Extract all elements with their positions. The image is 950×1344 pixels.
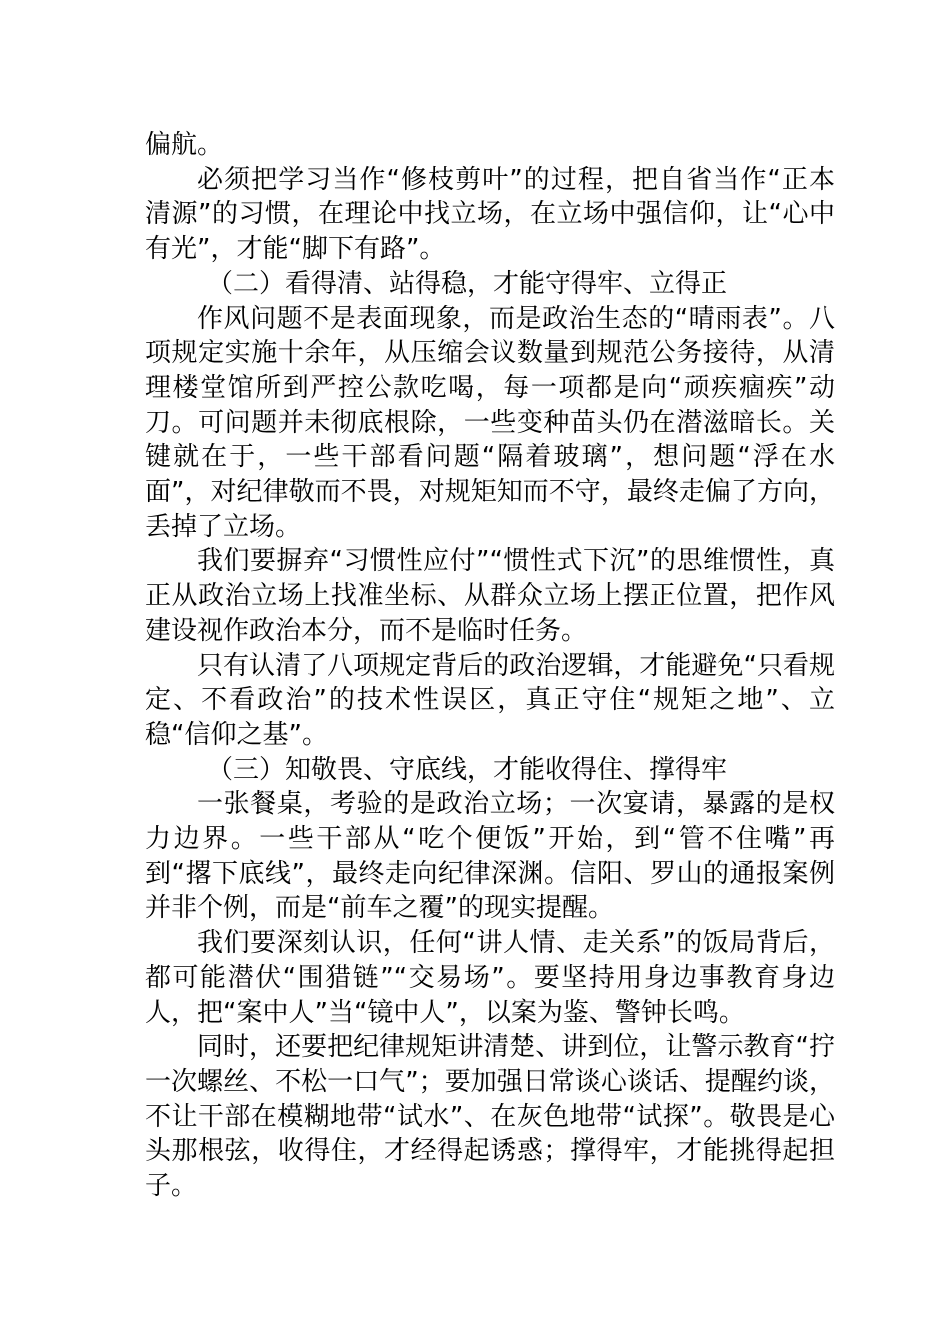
paragraph: 我们要深刻认识，任何“讲人情、走关系”的饭局背后，都可能潜伏“围猎链”“交易场”。要坚持用身边事教育身边人，把“案中人”当“镜中人”，以案为鉴、警钟长鸣。 <box>145 928 835 1028</box>
paragraph: 同时，还要把纪律规矩讲清楚、讲到位，让警示教育“拧一次螺丝、不松一口气”；要加强日常谈心谈话、提醒约谈，不让干部在模糊地带“试水”、在灰色地带“试探”。敬畏是心头那根弦，收得住，才经得起诱惑；撑得牢，才能挑得起担子。 <box>145 1032 835 1202</box>
paragraph: 我们要摒弃“习惯性应付”“惯性式下沉”的思维惯性，真正从政治立场上找准坐标、从群众立场上摆正位置，把作风建设视作政治本分，而不是临时任务。 <box>145 546 835 646</box>
paragraph-continued: 偏航。 <box>145 130 224 160</box>
paragraph: 必须把学习当作“修枝剪叶”的过程，把自省当作“正本清源”的习惯，在理论中找立场，在立场中强信仰，让“心中有光”，才能“脚下有路”。 <box>145 164 835 265</box>
paragraph: 只有认清了八项规定背后的政治逻辑，才能避免“只看规定、不看政治”的技术性误区，真正守住“规矩之地”、立稳“信仰之基”。 <box>145 650 835 750</box>
paragraph: 一张餐桌，考验的是政治立场；一次宴请，暴露的是权力边界。一些干部从“吃个便饭”开始，到“管不住嘴”再到“撂下底线”，最终走向纪律深渊。信阳、罗山的通报案例并非个例，而是“前车之覆”的现实提醒。 <box>145 789 835 924</box>
paragraph: 作风问题不是表面现象，而是政治生态的“晴雨表”。八项规定实施十余年，从压缩会议数量到规范公务接待，从清理楼堂馆所到严控公款吃喝，每一项都是向“顽疾痼疾”动刀。可问题并未彻底根除，一些变种苗头仍在潜滋暗长。关键就在于，一些干部看问题“隔着玻璃”，想问题“浮在水面”，对纪律敬而不畏，对规矩知而不守，最终走偏了方向，丢掉了立场。 <box>145 303 835 542</box>
section-heading-3: （三）知敬畏、守底线，才能收得住、撑得牢 <box>207 754 728 785</box>
document-body <box>145 128 835 1204</box>
section-heading-2: （二）看得清、站得稳，才能守得牢、立得正 <box>207 268 728 299</box>
